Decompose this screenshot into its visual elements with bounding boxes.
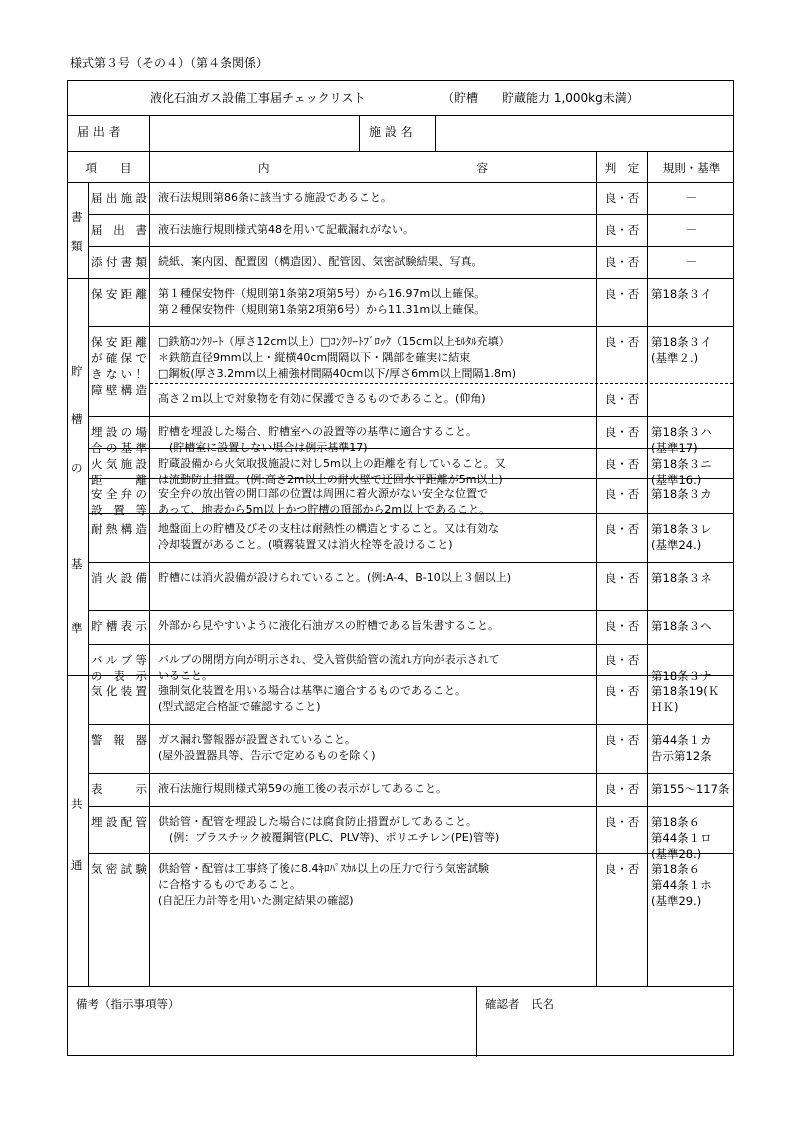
form-title-sub: （貯槽 貯蔵能力 1,000kg未満）: [442, 91, 639, 105]
row-rule: 第18条３ヘ: [651, 619, 712, 633]
applicant-label: 届 出 者: [77, 125, 121, 139]
row-rule: 第155～117条: [651, 782, 730, 796]
judge-toggle[interactable]: 良・否: [604, 684, 640, 698]
row-divider: [88, 806, 733, 807]
row-content: 第１種保安物件（規則第1条第2項第5号）から16.97m以上確保。: [158, 287, 486, 300]
row-divider: [88, 610, 733, 611]
row-content: 液石法施行規則様式第48を用いて記載漏れがない。: [158, 223, 414, 236]
confirmer-field[interactable]: [477, 1013, 733, 1055]
row-label: 保安距離: [91, 287, 147, 301]
group-tank-char-3: の: [71, 461, 83, 475]
header-judge: 判 定: [604, 161, 640, 175]
row-rule: (基準28.): [651, 847, 702, 861]
header-rule: 規則・基準: [662, 161, 721, 175]
row-content: 地盤面上の貯槽及びその支柱は耐熱性の構造とすること。又は有効な: [158, 522, 499, 535]
row-label: 埋設配管: [91, 815, 147, 829]
row-divider: [88, 416, 733, 417]
row-content: 液石法規則第86条に該当する施設であること。: [158, 191, 392, 204]
row-content: 貯蔵設備から火気取扱施設に対し5m以上の距離を有していること。又: [158, 457, 506, 470]
row-rule: (基準17): [651, 441, 698, 455]
row-label: 設 置 等: [91, 503, 147, 517]
row-rule: 第18条３ナ: [651, 669, 712, 683]
row-rule: 第18条３ハ: [651, 425, 712, 439]
row-rule: 第18条３イ: [651, 335, 712, 349]
row-rule: 第44条１ロ: [651, 831, 712, 845]
row-label: 気密試験: [91, 862, 147, 876]
row-label: 気化装置: [91, 684, 147, 698]
row-rule: (基準16.): [651, 473, 702, 487]
row-label: 合の基準: [91, 441, 147, 455]
row-rule: 第44条１ホ: [651, 878, 712, 892]
row-label: 火気施設: [91, 457, 147, 471]
row-content: 液石法施行規則様式第59の施工後の表示がしてあること。: [158, 782, 447, 795]
judge-toggle[interactable]: 良・否: [604, 487, 640, 501]
judge-toggle[interactable]: 良・否: [604, 782, 640, 796]
row-content: 安全弁の放出管の開口部の位置は周囲に着火源がない安全な位置で: [158, 487, 488, 500]
row-rule: 第18条３レ: [651, 522, 712, 536]
row-content: (自記圧力計等を用いた測定結果の確認): [158, 894, 354, 907]
row-divider: [150, 383, 733, 384]
judge-toggle[interactable]: 良・否: [604, 653, 640, 667]
row-rule: (基準29.): [651, 894, 702, 908]
row-content: 冷却装置があること。(噴霧装置又は消火栓等を設けること): [158, 538, 453, 551]
row-rule: －: [685, 191, 698, 205]
row-content: いること。: [158, 669, 213, 682]
row-label: 安全弁の: [91, 487, 147, 501]
row-content: 貯槽を埋設した場合、貯槽室への設置等の基準に適合すること。: [158, 425, 477, 438]
applicant-field[interactable]: [150, 116, 359, 150]
row-content: ガス漏れ警報器が設置されていること。: [158, 733, 356, 746]
row-content: 強制気化装置を用いる場合は基準に適合するものであること。: [158, 684, 466, 697]
confirmer-label: 確認者 氏名: [485, 997, 554, 1011]
row-label: 表 示: [91, 782, 147, 796]
row-label: 届出施設: [91, 191, 147, 205]
row-rule: 第18条19(Ｋ: [651, 684, 720, 698]
header-content: 内 容: [258, 161, 488, 175]
form-title: 液化石油ガス設備工事届チェックリスト: [150, 91, 366, 105]
group-docs-char-2: 類: [71, 239, 83, 253]
row-rule: 第18条３イ: [651, 287, 712, 301]
judge-toggle[interactable]: 良・否: [604, 255, 640, 269]
group-tank-char-2: 槽: [71, 412, 83, 426]
row-divider: [88, 513, 733, 514]
row-content: 高さ２ｍ以上で対象物を有効に保護できるものであること。(仰角): [158, 392, 486, 405]
group-common-char-2: 通: [71, 858, 83, 872]
row-content: (型式認定合格証で確認すること): [158, 700, 321, 713]
row-label: 埋設の場: [91, 425, 147, 439]
row-divider: [88, 773, 733, 774]
row-rule: 第18条３カ: [651, 487, 712, 501]
row-rule: 第18条３ネ: [651, 571, 712, 585]
row-content: (屋外設置器具等、告示で定めるものを除く): [158, 749, 376, 762]
group-tank-char-1: 貯: [71, 364, 83, 378]
row-rule: 告示第12条: [651, 749, 712, 763]
group-divider: [68, 675, 733, 676]
row-content: (例：プラスチック被覆鋼管(PLC、PLV等)、ポリエチレン(PE)管等): [158, 831, 500, 844]
row-divider: [88, 214, 733, 215]
row-label: 障壁構造: [91, 383, 147, 397]
row-divider: [88, 326, 733, 327]
row-label: 貯槽表示: [91, 619, 147, 633]
row-label: きない！: [91, 367, 147, 381]
judge-toggle[interactable]: 良・否: [604, 571, 640, 585]
judge-toggle[interactable]: 良・否: [604, 335, 640, 349]
row-label: 届 出 書: [91, 223, 147, 237]
row-label: 耐熱構造: [91, 522, 147, 536]
remarks-field[interactable]: [69, 1013, 475, 1055]
row-content: に合格するものであること。: [158, 878, 301, 891]
row-label: 距 離: [91, 473, 147, 487]
row-content: 外部から見やすいように液化石油ガスの貯槽である旨朱書すること。: [158, 619, 499, 632]
row-content: ＊鉄筋直径9mm以上・縦横40cm間隔以下・隅部を確実に結束: [158, 351, 471, 364]
row-divider: [88, 478, 733, 479]
row-divider: [88, 724, 733, 725]
judge-toggle[interactable]: 良・否: [604, 287, 640, 301]
judge-toggle[interactable]: 良・否: [604, 815, 640, 829]
row-divider: [88, 853, 733, 854]
group-tank-char-4: 基: [71, 557, 83, 571]
row-content: バルブの開閉方向が明示され、受入管供給管の流れ方向が表示されて: [158, 653, 500, 666]
judge-toggle[interactable]: 良・否: [604, 223, 640, 237]
row-label: 警 報 器: [91, 733, 147, 747]
row-divider: [88, 246, 733, 247]
row-content: 供給管・配管は工事終了後に8.4ｷﾛﾊﾟｽｶﾙ以上の圧力で行う気密試験: [158, 862, 489, 875]
checklist-form: [67, 80, 734, 1056]
row-label: の 表 示: [91, 669, 147, 683]
judge-toggle[interactable]: 良・否: [604, 522, 640, 536]
row-rule: (基準24.): [651, 538, 702, 552]
group-common-char-1: 共: [71, 797, 83, 811]
row-label: 添付書類: [91, 255, 147, 269]
row-rule: 第18条３ニ: [651, 457, 712, 471]
row-label: 消火設備: [91, 571, 147, 585]
judge-toggle[interactable]: 良・否: [604, 619, 640, 633]
judge-toggle[interactable]: 良・否: [604, 862, 640, 876]
row-content: 第２種保安物件（規則第1条第2項第6号）から11.31m以上確保。: [158, 303, 486, 316]
row-label: が確保で: [91, 351, 147, 365]
row-label: バルブ等: [91, 653, 147, 667]
row-content: 供給管・配管を埋設した場合には腐食防止措置がしてあること。: [158, 815, 477, 828]
row-label: 保安距離: [91, 335, 147, 349]
header-item: 項 目: [85, 161, 132, 175]
facility-field[interactable]: [436, 116, 733, 150]
group-tank-char-5: 準: [71, 621, 83, 635]
row-rule: (基準２.): [651, 351, 699, 365]
row-content: 貯槽には消火設備が設けられていること。(例:A-4、B-10以上３個以上): [158, 571, 512, 584]
row-divider: [88, 644, 733, 645]
judge-toggle[interactable]: 良・否: [604, 191, 640, 205]
judge-toggle[interactable]: 良・否: [604, 733, 640, 747]
row-content: □鋼板(厚さ3.2mm以上補強材間隔40cm以下/厚さ6mm以上間隔1.8m): [158, 367, 517, 380]
remarks-label: 備考（指示事項等）: [76, 997, 180, 1011]
row-rule: 第18条６: [651, 862, 701, 876]
judge-toggle[interactable]: 良・否: [604, 457, 640, 471]
group-docs-char-1: 書: [71, 210, 83, 224]
row-rule: ＨＫ): [651, 700, 679, 714]
row-divider: [88, 562, 733, 563]
row-rule: 第18条６: [651, 815, 701, 829]
row-content: □鉄筋ｺﾝｸﾘｰﾄ（厚さ12cm以上）□ｺﾝｸﾘｰﾄﾌﾞﾛｯｸ（15cm以上ﾓﾙﾀﾙ充填）: [158, 335, 510, 348]
group-divider: [68, 278, 733, 279]
row-content: (貯槽室に設置しない場合は例示基準17): [158, 441, 368, 454]
row-content: 続紙、案内図、配置図（構造図）、配管図、気密試験結果、写真。: [158, 255, 483, 268]
judge-toggle[interactable]: 良・否: [604, 425, 640, 439]
form-number: 様式第３号（その４）（第４条関係）: [70, 56, 269, 70]
row-content: あって、地表から5m以上かつ貯槽の頂部から2m以上であること。: [158, 503, 491, 516]
row-rule: －: [685, 255, 698, 269]
judge-toggle[interactable]: 良・否: [604, 392, 640, 406]
row-content: は流動防止措置。(例:高さ2m以上の耐火壁で迂回水平距離が5m以上): [158, 473, 503, 486]
row-rule: －: [685, 223, 698, 237]
facility-label: 施 設 名: [369, 125, 413, 139]
row-divider: [88, 448, 733, 449]
row-rule: 第44条１カ: [651, 733, 712, 747]
